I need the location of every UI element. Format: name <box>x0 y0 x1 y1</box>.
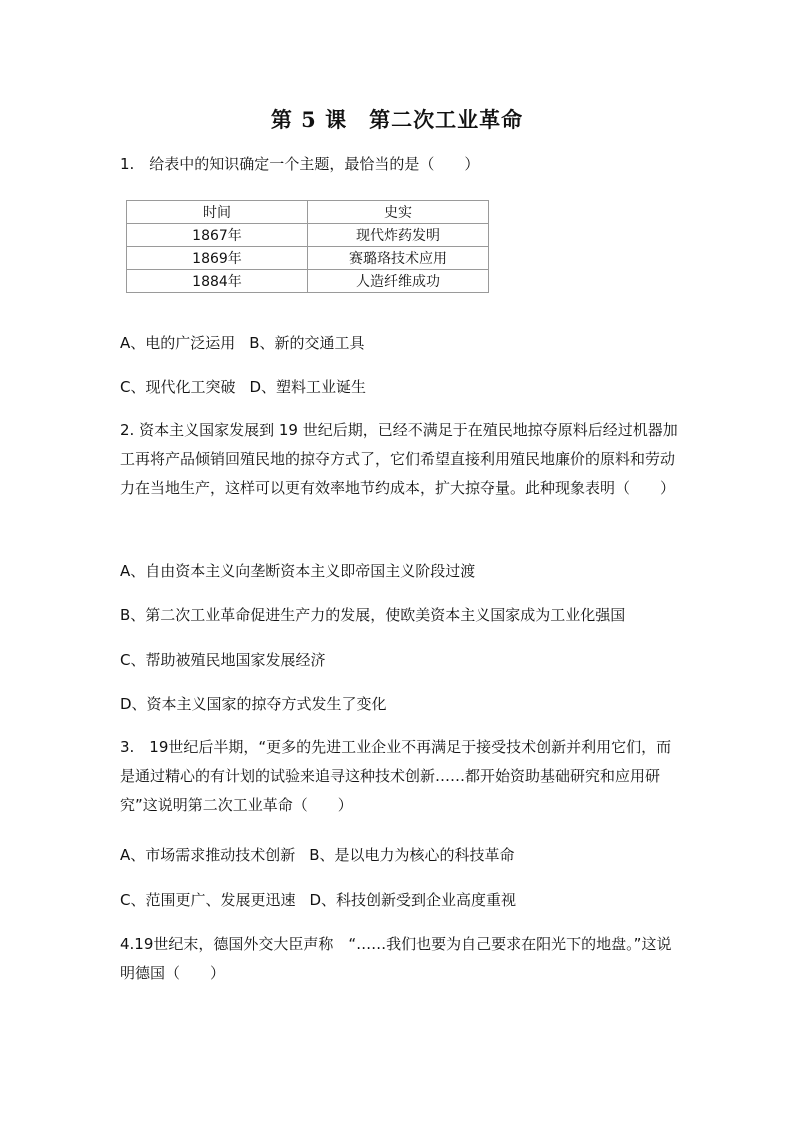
page-title: 第 5 课 第二次工业革命 <box>270 107 524 132</box>
table-cell: 1867年 <box>127 224 308 247</box>
question-3-options-row-2 <box>120 890 516 910</box>
table-cell: 人造纤维成功 <box>308 270 489 293</box>
option-a: A、自由资本主义向垄断资本主义即帝国主义阶段过渡 <box>120 562 476 580</box>
table-row <box>127 247 489 270</box>
table-cell: 赛璐珞技术应用 <box>308 247 489 270</box>
option-c: C、范围更广、发展更迅速 <box>120 891 296 909</box>
option-b: B、新的交通工具 <box>249 334 365 352</box>
option-d: D、资本主义国家的掠夺方式发生了变化 <box>120 695 387 713</box>
table-header-time: 时间 <box>127 201 308 224</box>
option-d: D、科技创新受到企业高度重视 <box>309 891 517 909</box>
table-cell: 1869年 <box>127 247 308 270</box>
table-header-fact: 史实 <box>308 201 489 224</box>
option-a: A、市场需求推动技术创新 <box>120 846 296 864</box>
table-cell: 1884年 <box>127 270 308 293</box>
question-3-stem: 3. 19世纪后半期，“更多的先进工业企业不再满足于接受技术创新并利用它们，而是通过精心的有计划的试验来追寻这种技术创新……都开始资助基础研究和应用研究”这说明第二次工业革命（ ） <box>120 738 672 814</box>
table-row <box>127 270 489 293</box>
option-d: D、塑料工业诞生 <box>249 378 367 396</box>
option-b: B、第二次工业革命促进生产力的发展，使欧美资本主义国家成为工业化强国 <box>120 606 626 624</box>
table-row <box>127 224 489 247</box>
option-c: C、帮助被殖民地国家发展经济 <box>120 651 326 669</box>
question-3-options-row-1 <box>120 845 515 865</box>
question-4-stem: 4.19世纪末，德国外交大臣声称 “……我们也要为自己要求在阳光下的地盘。”这说明德国（ ） <box>120 935 672 982</box>
table-cell: 现代炸药发明 <box>308 224 489 247</box>
facts-table <box>126 200 489 293</box>
question-1-stem: 1. 给表中的知识确定一个主题，最恰当的是（ ） <box>120 155 480 173</box>
question-2-stem: 2. 资本主义国家发展到 19 世纪后期，已经不满足于在殖民地掠夺原料后经过机器加工再将产品倾销回殖民地的掠夺方式了，它们希望直接利用殖民地廉价的原料和劳动力在当地生产，这样可以更有效率地节约成本，扩大掠夺量。此种现象表明（ ） <box>120 421 678 497</box>
option-c: C、现代化工突破 <box>120 378 236 396</box>
option-b: B、是以电力为核心的科技革命 <box>309 846 515 864</box>
question-1-options-row-1 <box>120 333 365 353</box>
question-1-options-row-2 <box>120 377 366 397</box>
option-a: A、电的广泛运用 <box>120 334 236 352</box>
table-header-row <box>127 201 489 224</box>
